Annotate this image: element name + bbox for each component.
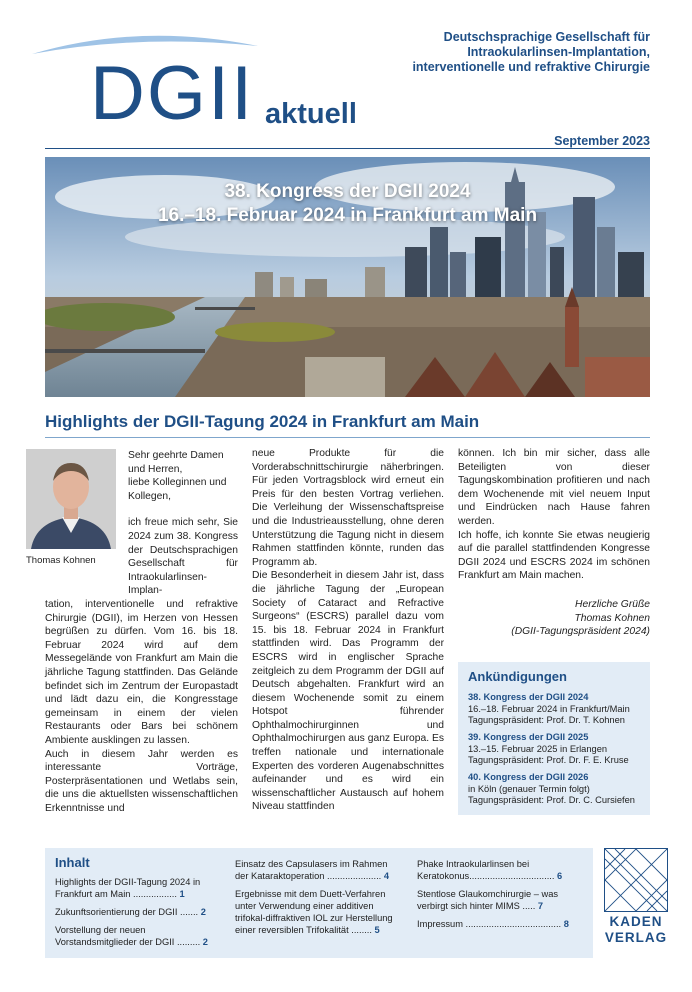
toc-item[interactable]: Vorstellung der neuen Vorstandsmitglieder der DGII ......... 2 [55, 925, 208, 947]
toc-item[interactable]: Impressum ..................................... 8 [417, 919, 569, 929]
announcement-item: 40. Kongress der DGII 2026 in Köln (genauer Termin folgt) Tagungspräsident: Prof. Dr. C. Cursiefen [468, 772, 635, 806]
article-headline: Highlights der DGII-Tagung 2024 in Frankfurt am Main [45, 412, 480, 431]
logo-aktuell: aktuell [265, 98, 357, 130]
toc-item[interactable]: Ergebnisse mit dem Duett-Verfahren unter Verwendung einer additiven trifokal-diffraktiven IOL zur Herstellung einer reversiblen Trifokalität ........ 5 [235, 889, 393, 935]
announcements-box [458, 662, 650, 815]
portrait-caption: Thomas Kohnen [26, 555, 96, 566]
article-col3: können. Ich bin mir sicher, dass alle Beteiligten von dieser Tagungskombination profitieren und nach dem Wochenende mit viel neuem Input und Eindrücken nach Hause fahren werden. Ich hoffe, ich konnte Sie etwas neugierig auf die parallel stattfindenden Kongresse DGII 2024 und ESCRS 2024 im schönen Frankfurt am Main machen. [458, 448, 650, 582]
announcement-item: 38. Kongress der DGII 2024 16.–18. Februar 2024 in Frankfurt/Main Tagungspräsident: Prof. Dr. T. Kohnen [468, 692, 630, 726]
issue-date: September 2023 [548, 134, 650, 148]
toc-item[interactable]: Stentlose Glaukomchirurgie – was verbirgt sich hinter MIMS ..... 7 [417, 889, 559, 911]
society-name: Deutschsprachige Gesellschaft für Intraokularlinsen-Implantation, interventionelle und refraktive Chirurgie [412, 30, 650, 74]
person-portrait-icon [26, 449, 116, 549]
toc-item[interactable]: Zukunftsorientierung der DGII ....... 2 [55, 907, 206, 917]
signature: Herzliche Grüße Thomas Kohnen (DGII-Tagungspräsident 2024) [511, 599, 650, 638]
announcements-title: Ankündigungen [468, 669, 567, 684]
hero-image [45, 157, 650, 397]
header-rule [45, 148, 650, 149]
portrait-photo [26, 449, 116, 549]
headline-rule [45, 437, 650, 438]
toc-title: Inhalt [55, 855, 90, 870]
hero-title-line1: 38. Kongress der DGII 2024 [224, 181, 471, 202]
table-of-contents [45, 848, 593, 958]
article-col1-bottom: tation, interventionelle und refraktive Chirurgie (DGII), im Herzen von Hessen begrüßen zu dürfen. Vom 16. bis 18. Februar 2024 wird auf dem Messegelände von Frankfurt am Main die jährliche Tagung stattfinden. Das Gelände befindet sich im Zentrum der Europastadt und lädt dazu ein, die Kongresstage gemeinsam in einem der vielen Restaurants oder Bars bei schönem Ambiente ausklingen zu lassen. Auch in diesem Jahr werden es interessante Vorträge, Posterpräsentationen und Wetlabs sein, die uns die aktuellsten wissenschaftlichen Erkenntnisse und [45, 599, 238, 814]
toc-item[interactable]: Highlights der DGII-Tagung 2024 in Frankfurt am Main ................. 1 [55, 877, 201, 899]
toc-item[interactable]: Einsatz des Capsulasers im Rahmen der Kataraktoperation ..................... 4 [235, 859, 390, 881]
article-col1-top: Sehr geehrte Damen und Herren, liebe Kolleginnen und Kollegen, ich freue mich sehr, Sie 2024 zum 38. Kongress der Deutschsprachigen Gesellschaft für Intraokularlinsen-Implan- [128, 450, 238, 597]
logo-dgii: DGII [90, 51, 255, 136]
announcement-item: 39. Kongress der DGII 2025 13.–15. Februar 2025 in Erlangen Tagungspräsident: Prof. Dr. F. E. Kruse [468, 732, 629, 766]
publisher-name: KADEN VERLAG [604, 914, 668, 945]
publisher-logo-icon [604, 848, 668, 912]
hero-title-line2: 16.–18. Februar 2024 in Frankfurt am Main [157, 205, 538, 226]
article-col2: neue Produkte für die Vorderabschnittschirurgie näherbringen. Für jeden Vortragsblock wird erneut ein Preis für den besten Vortrag verliehen. Die Verleihung der Wissenschaftspreise und die Industrieausstellung, ohne deren Unterstützung die Tagung nicht in diesem Rahmen stattfinden könnte, runden das Programm ab. Die Besonderheit in diesem Jahr ist, dass die jährliche Tagung der „European Society of Cataract and Refractive Surgeons“ (ESCRS) parallel dazu vom 15. bis 18. Februar 2024 in Frankfurt stattfinden wird. Das Programm der ESCRS wird in englischer Sprache zeitgleich zu dem Programm der DGII auf Deutsch abgehalten. Frankfurt wird an diesem Wochenende somit zu einem Hotspot führender Ophthalmochirurginnen und Ophthalmochirurgen aus ganz Europa. Es treffen nationale und internationale Experten des vorderen Augenabschnittes aufeinander und es wird ein wissenschaftlicher Austausch auf hohem Niveau stattfinden [252, 448, 444, 813]
toc-item[interactable]: Phake Intraokularlinsen bei Keratokonus................................. 6 [417, 859, 563, 881]
